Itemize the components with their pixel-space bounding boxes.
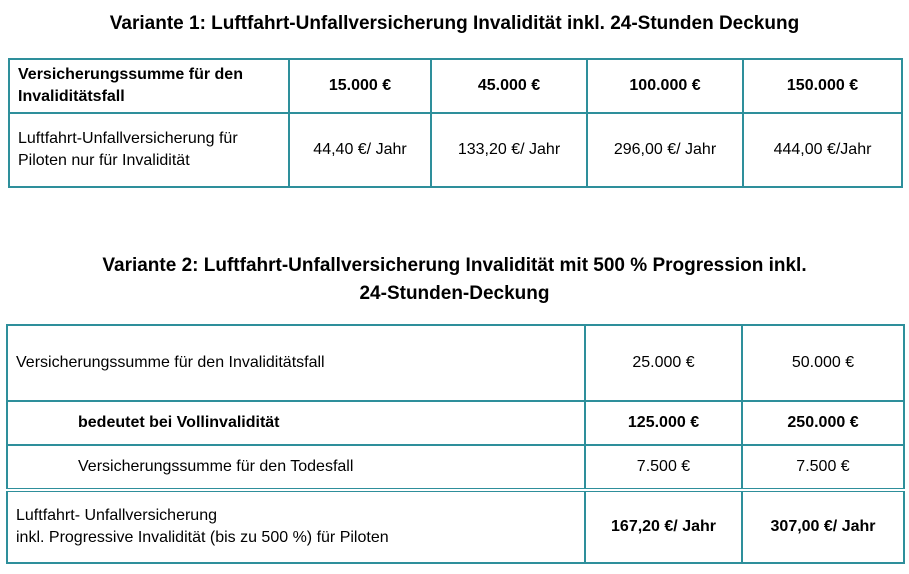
variant2-value-cell: 125.000 € bbox=[585, 401, 742, 445]
variant2-row-vollinvaliditaet bbox=[7, 401, 904, 445]
variant1-price-cell: 44,40 €/ Jahr bbox=[289, 113, 431, 187]
variant1-price-cell: 133,20 €/ Jahr bbox=[431, 113, 587, 187]
variant1-title: Variante 1: Luftfahrt-Unfallversicherung Invalidität inkl. 24-Stunden Deckung bbox=[109, 13, 800, 34]
variant2-row-label: bedeutet bei Vollinvalidität bbox=[7, 401, 585, 445]
variant1-sum-cell: 15.000 € bbox=[289, 59, 431, 113]
variant2-price-cell: 307,00 €/ Jahr bbox=[742, 490, 904, 563]
variant2-table bbox=[6, 324, 905, 564]
variant2-price-label-line2: inkl. Progressive Invalidität (bis zu 500 %) für Piloten bbox=[16, 529, 389, 546]
variant2-row-label: Versicherungssumme für den Todesfall bbox=[7, 445, 585, 490]
variant1-row-label-line2: Piloten nur für Invalidität bbox=[18, 152, 190, 169]
variant2-title-line2: 24-Stunden-Deckung bbox=[359, 283, 550, 304]
variant1-price-row bbox=[9, 113, 902, 187]
variant2-value-cell: 7.500 € bbox=[742, 445, 904, 490]
variant2-price-row bbox=[7, 490, 904, 563]
variant1-sum-cell: 100.000 € bbox=[587, 59, 743, 113]
variant2-value-cell: 50.000 € bbox=[742, 325, 904, 401]
variant2-row-todesfall bbox=[7, 445, 904, 490]
variant2-value-cell: 7.500 € bbox=[585, 445, 742, 490]
variant2-value-cell: 25.000 € bbox=[585, 325, 742, 401]
variant1-sum-cell: 150.000 € bbox=[743, 59, 902, 113]
variant2-row-invaliditaet bbox=[7, 325, 904, 401]
variant2-price-label-line1: Luftfahrt- Unfallversicherung bbox=[16, 507, 217, 524]
variant2-title-line1: Variante 2: Luftfahrt-Unfallversicherung Invalidität mit 500 % Progression inkl. bbox=[102, 255, 807, 276]
variant2-price-label bbox=[7, 490, 585, 563]
variant2-row-label: Versicherungssumme für den Invaliditätsfall bbox=[7, 325, 585, 401]
variant1-header-label: Versicherungssumme für den Invaliditätsfall bbox=[9, 59, 289, 113]
variant1-row-label bbox=[9, 113, 289, 187]
variant2-value-cell: 250.000 € bbox=[742, 401, 904, 445]
variant2-price-cell: 167,20 €/ Jahr bbox=[585, 490, 742, 563]
variant1-price-cell: 444,00 €/Jahr bbox=[743, 113, 902, 187]
variant1-header-row bbox=[9, 59, 902, 113]
variant1-price-cell: 296,00 €/ Jahr bbox=[587, 113, 743, 187]
variant1-sum-cell: 45.000 € bbox=[431, 59, 587, 113]
variant1-row-label-line1: Luftfahrt-Unfallversicherung für bbox=[18, 130, 238, 147]
variant1-table bbox=[8, 58, 903, 188]
variant2-title bbox=[0, 252, 909, 308]
